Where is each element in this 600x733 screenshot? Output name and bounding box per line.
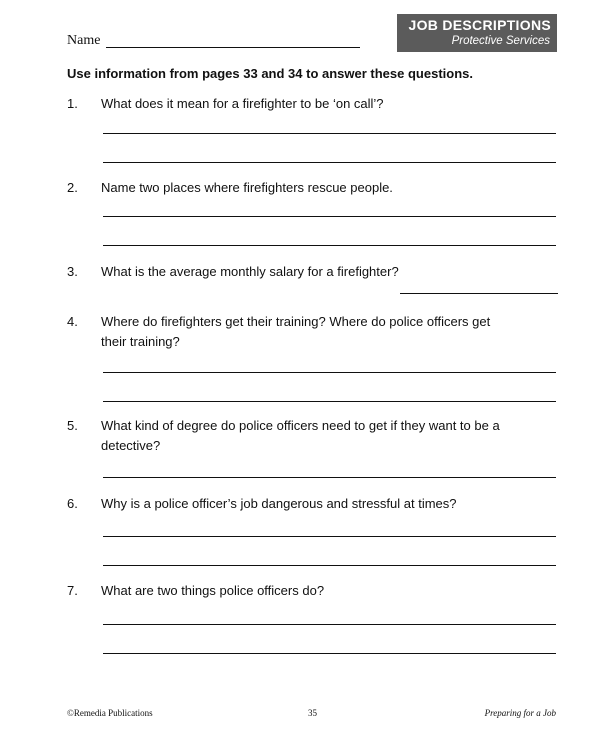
answer-line[interactable] xyxy=(103,565,556,566)
answer-line[interactable] xyxy=(103,216,556,217)
badge-subtitle: Protective Services xyxy=(451,35,550,47)
question-number: 5. xyxy=(67,418,78,433)
answer-line[interactable] xyxy=(103,372,556,373)
answer-line[interactable] xyxy=(103,536,556,537)
answer-line[interactable] xyxy=(103,245,556,246)
answer-line[interactable] xyxy=(103,162,556,163)
section-badge xyxy=(397,14,557,52)
question-text: What kind of degree do police officers need to get if they want to be a detective? xyxy=(101,418,500,453)
instructions: Use information from pages 33 and 34 to answer these questions. xyxy=(67,66,473,81)
answer-line[interactable] xyxy=(103,133,556,134)
question-text: What does it mean for a firefighter to be ‘on call’? xyxy=(101,96,384,111)
question-number: 3. xyxy=(67,264,78,279)
answer-line[interactable] xyxy=(103,477,556,478)
answer-line[interactable] xyxy=(400,293,558,294)
answer-line[interactable] xyxy=(103,401,556,402)
question-text: Why is a police officer’s job dangerous and stressful at times? xyxy=(101,496,457,511)
question-number: 6. xyxy=(67,496,78,511)
footer-publisher: ©Remedia Publications xyxy=(67,708,153,718)
question-number: 2. xyxy=(67,180,78,195)
question-number: 7. xyxy=(67,583,78,598)
badge-title: JOB DESCRIPTIONS xyxy=(408,17,551,33)
question-text: Name two places where firefighters rescue people. xyxy=(101,180,393,195)
question-number: 4. xyxy=(67,314,78,329)
question-text: What are two things police officers do? xyxy=(101,583,325,598)
answer-line[interactable] xyxy=(103,653,556,654)
footer-page-number: 35 xyxy=(308,708,317,718)
question-number: 1. xyxy=(67,96,78,111)
answer-line[interactable] xyxy=(103,624,556,625)
footer-book-title: Preparing for a Job xyxy=(484,708,556,718)
name-label: Name xyxy=(67,33,101,48)
name-answer-line[interactable] xyxy=(106,47,360,48)
question-text: What is the average monthly salary for a firefighter? xyxy=(101,264,399,279)
question-text: Where do firefighters get their training? Where do police officers get their training? xyxy=(101,314,491,349)
